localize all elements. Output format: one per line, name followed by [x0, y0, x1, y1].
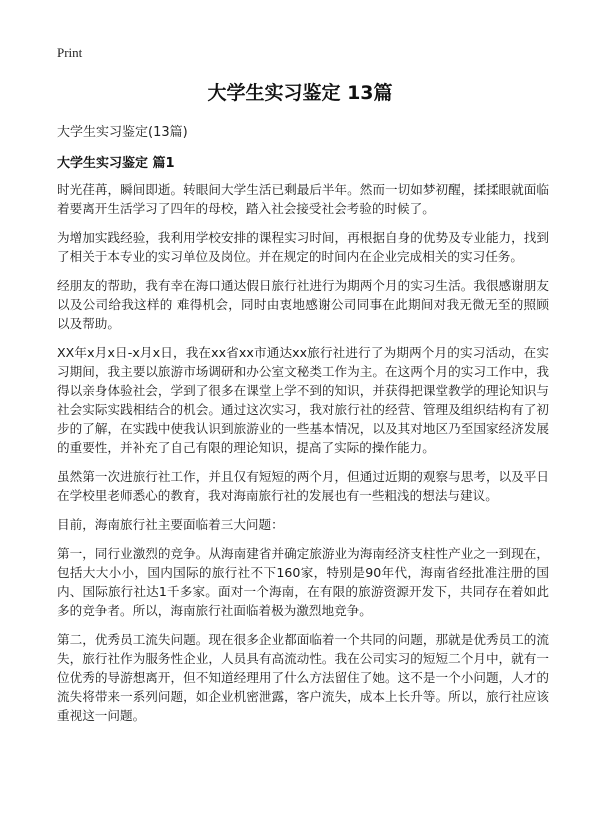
document-subtitle: 大学生实习鉴定(13篇) — [57, 125, 188, 140]
paragraph: 时光荏苒，瞬间即逝。转眼间大学生活已剩最后半年。然而一切如梦初醒，揉揉眼就面临着要离开生活学习了四年的母校，踏入社会接受社会考验的时候了。 — [57, 182, 549, 216]
section-heading: 大学生实习鉴定 篇1 — [57, 156, 175, 171]
paragraph: 第一，同行业激烈的竞争。从海南建省并确定旅游业为海南经济支柱性产业之一到现在，包括大大小小，国内国际的旅行社不下160家，特别是90年代，海南省经批准注册的国内、国际旅行社达1千多家。面对一个海南，在有限的旅游资源开发下，共同存在着如此多的竞争者。所以，海南旅行社面临着极为激烈地竞争。 — [57, 546, 549, 618]
paragraph: 为增加实践经验，我利用学校安排的课程实习时间，再根据自身的优势及专业能力，找到了相关于本专业的实习单位及岗位。并在规定的时间内在企业完成相关的实习任务。 — [57, 230, 549, 264]
paragraph: 目前，海南旅行社主要面临着三大问题： — [57, 517, 284, 532]
paragraph: 虽然第一次进旅行社工作，并且仅有短短的两个月，但通过近期的观察与思考，以及平日在学校里老师悉心的教育，我对海南旅行社的发展也有一些粗浅的想法与建议。 — [57, 469, 549, 503]
paragraph: 第二，优秀员工流失问题。现在很多企业都面临着一个共同的问题，那就是优秀员工的流失，旅行社作为服务性企业，人员具有高流动性。我在公司实习的短短二个月中，就有一位优秀的导游想离开，但不知道经理用了什么方法留住了她。这不是一个小问题，人才的流失将带来一系列问题，如企业机密泄露，客户流失，成本上长升等。所以，旅行社应该重视这一问题。 — [57, 632, 549, 723]
paragraph: XX年x月x日-x月x日，我在xx省xx市通达xx旅行社进行了为期两个月的实习活动，在实习期间，我主要以旅游市场调研和办公室文秘类工作为主。在这两个月的实习工作中，我得以亲身体验社会，学到了很多在课堂上学不到的知识，并获得把课堂教学的理论知识与社会实际实践相结合的机会。通过这次实习，我对旅行社的经营、管理及组织结构有了初步的了解，在实践中使我认识到旅游业的一些基本情况，以及其对地区乃至国家经济发展的重要性，并补充了自己有限的理论知识，提高了实际的操作能力。 — [57, 345, 549, 455]
paragraph: 经朋友的帮助，我有幸在海口通达假日旅行社进行为期两个月的实习生活。我很感谢朋友以及公司给我这样的 难得机会，同时由衷地感谢公司同事在此期间对我无微无至的照顾以及帮助。 — [57, 278, 549, 331]
print-link[interactable]: Print — [57, 45, 83, 60]
body-text — [57, 180, 549, 735]
page-title: 大学生实习鉴定 13篇 — [207, 82, 393, 104]
